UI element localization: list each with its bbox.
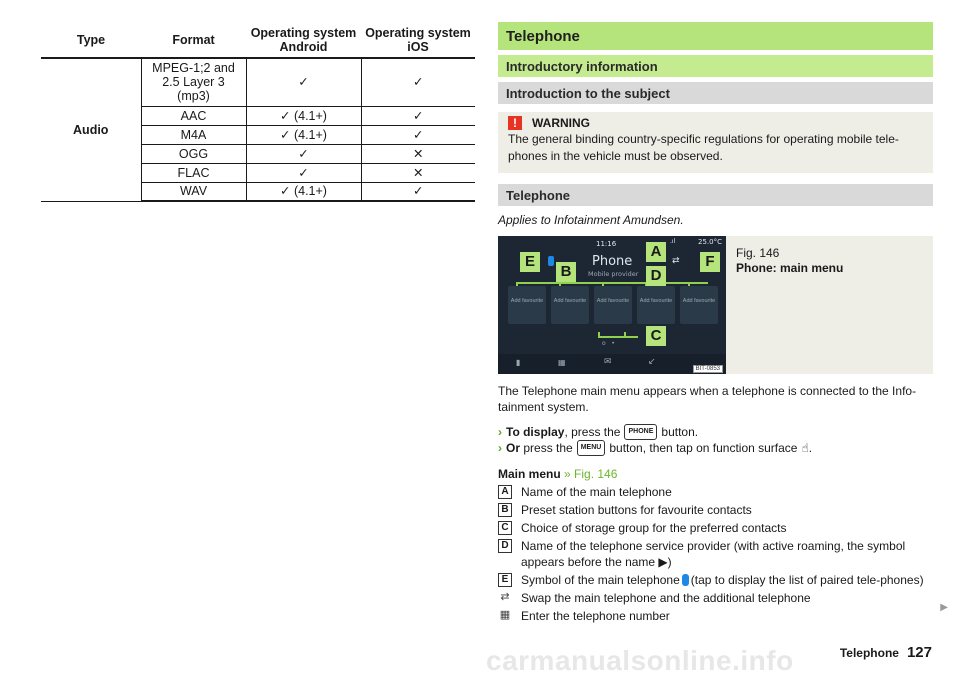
ios-cell: ✕ (361, 163, 475, 182)
footer-section: Telephone (839, 646, 899, 660)
type-cell: Audio (41, 58, 141, 201)
callout-label-b: B (556, 262, 576, 282)
step-item: › Or press the MENU button, then tap on function surface ☝ . (498, 441, 813, 455)
topic-title: Introduction to the subject (498, 82, 933, 104)
step-arrow-icon: › (498, 441, 502, 455)
page-dots: o • (602, 340, 615, 347)
favourite-tile: Add favourite (508, 286, 546, 324)
page-footer (840, 644, 932, 661)
format-cell: WAV (141, 182, 246, 201)
signal-icon: .ıl (670, 238, 676, 245)
android-cell: ✓ (4.1+) (246, 125, 361, 144)
ios-cell: ✓ (361, 106, 475, 125)
right-column (498, 22, 933, 624)
ios-cell: ✕ (361, 144, 475, 163)
main-menu-heading: Main menu » Fig. 146 (498, 467, 618, 481)
steps-list (498, 424, 933, 456)
connector-line (624, 332, 626, 338)
callout-label-c: C (646, 326, 666, 346)
android-cell: ✓ (246, 58, 361, 106)
callout-label-d: D (646, 266, 666, 286)
screen-app-title: Phone (592, 254, 633, 269)
legend-key-d: D (498, 539, 512, 553)
phone-swap-icon: ⇄ (672, 256, 680, 266)
bluetooth-icon (682, 574, 689, 586)
format-cell: MPEG-1;2 and 2.5 Layer 3 (mp3) (141, 58, 246, 106)
format-table (41, 22, 475, 202)
intro-paragraph: The Telephone main menu appears when a telephone is connected to the Info-tainment system. (498, 384, 917, 414)
bluetooth-icon (548, 256, 554, 266)
figure-title: Phone: main menu (736, 261, 844, 275)
warning-box (498, 112, 933, 173)
infotainment-screen (498, 236, 726, 374)
header-android: Operating system Android (246, 22, 361, 58)
legend-item: B Preset station buttons for favourite contacts (498, 502, 933, 518)
format-cell: AAC (141, 106, 246, 125)
legend-item: ▦ Enter the telephone number (499, 609, 670, 623)
legend-item: A Name of the main telephone (498, 484, 933, 500)
warning-icon: ! (508, 116, 522, 130)
page-number: 127 (906, 644, 932, 661)
header-type: Type (41, 22, 141, 58)
format-cell: OGG (141, 144, 246, 163)
legend-item: E Symbol of the main telephone (tap to display the list of paired tele-phones) (498, 572, 933, 588)
phonebook-icon: ▮ (516, 358, 521, 367)
screen-temp: 25.0°C (698, 238, 722, 246)
android-cell: ✓ (4.1+) (246, 106, 361, 125)
format-cell: FLAC (141, 163, 246, 182)
legend-item: C Choice of storage group for the preferred contacts (498, 520, 933, 536)
favourite-tile: Add favourite (637, 286, 675, 324)
screen-time: 11:16 (596, 240, 617, 248)
legend-item: ⇄ Swap the main telephone and the additional telephone (498, 590, 933, 606)
keypad-screen-icon: ▦ (558, 358, 566, 367)
screen-provider: Mobile provider (588, 270, 639, 278)
ios-cell: ✓ (361, 125, 475, 144)
watermark: carmanualsonline.info (486, 645, 794, 676)
android-cell: ✓ (246, 163, 361, 182)
callout-label-e: E (520, 252, 540, 272)
legend-key-c: C (498, 521, 512, 535)
legend-list (498, 484, 933, 624)
ios-cell: ✓ (361, 58, 475, 106)
table-header-row (41, 22, 475, 58)
table-row (41, 58, 475, 106)
header-ios: Operating system iOS (361, 22, 475, 58)
sub-title: Telephone (498, 184, 933, 206)
continue-arrow-icon: ▶ (940, 602, 948, 613)
call-list-icon: ↙ (648, 357, 656, 367)
phone-key-icon: PHONE (624, 424, 657, 440)
swap-phones-icon: ⇄ (500, 591, 510, 603)
android-cell: ✓ (246, 144, 361, 163)
keypad-icon: ▦ (499, 609, 511, 621)
header-format: Format (141, 22, 246, 58)
warning-text: The general binding country-specific regulations for operating mobile tele-phones in the vehicle must be observed. (508, 132, 899, 163)
favourite-tile: Add favourite (680, 286, 718, 324)
step-arrow-icon: › (498, 425, 502, 439)
tap-function-icon: ☝ (801, 441, 809, 455)
callout-label-a: A (646, 242, 666, 262)
figure-ref-code: BIT-0853 (693, 365, 723, 373)
figure-number: Fig. 146 (736, 246, 780, 260)
step-item: › To display , press the PHONE button. (498, 425, 699, 439)
section-title: Introductory information (498, 55, 933, 77)
favourite-tile: Add favourite (594, 286, 632, 324)
android-cell: ✓ (4.1+) (246, 182, 361, 201)
callout-label-f: F (700, 252, 720, 272)
menu-key-icon: MENU (577, 440, 606, 456)
message-icon: ✉ (604, 357, 612, 367)
figure-caption (736, 246, 843, 276)
figure (498, 236, 933, 374)
format-cell: M4A (141, 125, 246, 144)
legend-key-e: E (498, 573, 512, 587)
applies-to: Applies to Infotainment Amundsen. (498, 213, 684, 227)
warning-label: WARNING (532, 116, 590, 130)
connector-line (598, 336, 638, 338)
connector-line (516, 282, 708, 284)
favourite-tile: Add favourite (551, 286, 589, 324)
ios-cell: ✓ (361, 182, 475, 201)
legend-item: D Name of the telephone service provider (with active roaming, the symbol appears before the name ▶) (498, 538, 933, 570)
chapter-title: Telephone (498, 22, 933, 50)
legend-key-a: A (498, 485, 512, 499)
connector-line (598, 332, 600, 338)
legend-key-b: B (498, 503, 512, 517)
